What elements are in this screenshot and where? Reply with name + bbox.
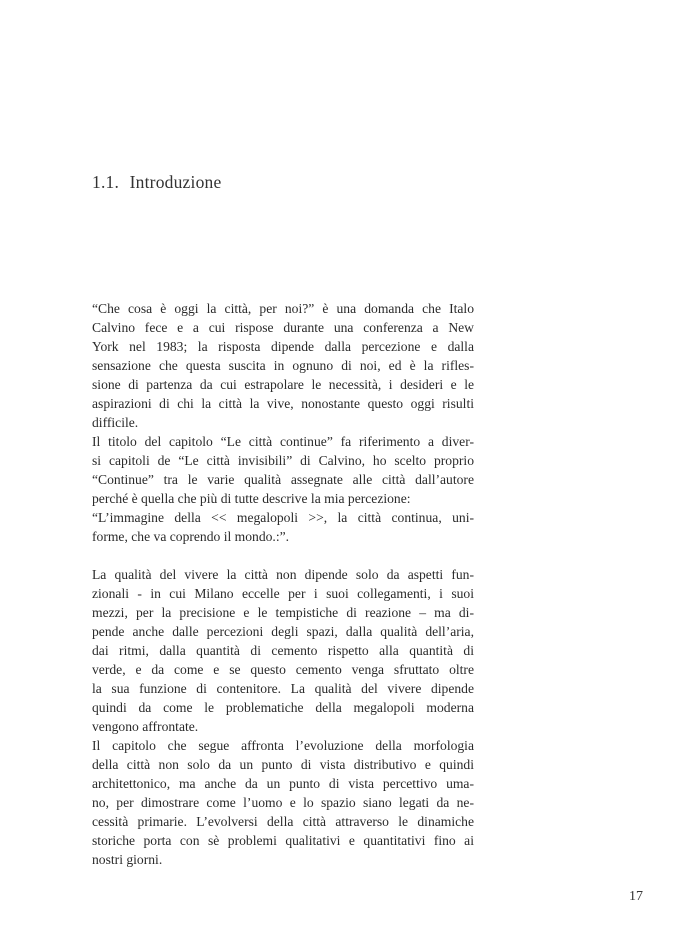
text-line: pende anche dalle percezioni degli spazi, dalla qualità dell’aria,	[92, 624, 474, 639]
text-line: quindi da come le problematiche della megalopoli moderna	[92, 700, 474, 715]
text-line: si capitoli de “Le città invisibili” di Calvino, ho scelto proprio	[92, 453, 474, 468]
text-line: zionali - in cui Milano eccelle per i suoi collegamenti, i suoi	[92, 586, 474, 601]
text-line: no, per dimostrare come l’uomo e lo spazio siano legati da ne-	[92, 795, 474, 810]
section-title: Introduzione	[129, 172, 222, 192]
text-line: “L’immagine della << megalopoli >>, la città continua, uni-	[92, 510, 474, 525]
paragraph-chapter-title	[92, 432, 474, 546]
paragraph-chapter-overview	[92, 736, 474, 869]
text-line: Calvino fece e a cui rispose durante una conferenza a New	[92, 320, 474, 335]
text-line: York nel 1983; la risposta dipende dalla percezione e dalla	[92, 339, 474, 354]
text-line: nostri giorni.	[92, 852, 163, 867]
text-line: storiche porta con sè problemi qualitativi e quantitativi fino ai	[92, 833, 474, 848]
text-line: verde, e da come e se questo cemento venga sfruttato oltre	[92, 662, 474, 677]
paragraph-quality-of-living	[92, 565, 474, 736]
text-line: la sua funzione di contenitore. La qualità del vivere dipende	[92, 681, 474, 696]
text-line: architettonico, ma anche da un punto di vista percettivo uma-	[92, 776, 474, 791]
text-line: mezzi, per la precisione e le tempistiche di reazione – ma di-	[92, 605, 474, 620]
text-line: della città non solo da un punto di vista distributivo e quindi	[92, 757, 474, 772]
text-line: dai ritmi, dalla quantità di cemento rispetto alla quantità di	[92, 643, 474, 658]
section-heading	[92, 172, 221, 193]
text-line: sensazione che questa suscita in ognuno di noi, ed è la rifles-	[92, 358, 474, 373]
section-number: 1.1.	[92, 172, 120, 192]
text-line: “Che cosa è oggi la città, per noi?” è una domanda che Italo	[92, 301, 474, 316]
text-line: “Continue” tra le varie qualità assegnate alle città dall’autore	[92, 472, 474, 487]
text-line: La qualità del vivere la città non dipende solo da aspetti fun-	[92, 567, 474, 582]
text-line: sione di partenza da cui estrapolare le necessità, i desideri e le	[92, 377, 474, 392]
text-line: vengono affrontate.	[92, 719, 199, 734]
text-line: perché è quella che più di tutte descrive la mia percezione:	[92, 491, 411, 506]
paragraph-calvino-question	[92, 299, 474, 432]
text-line: Il titolo del capitolo “Le città continue” fa riferimento a diver-	[92, 434, 474, 449]
text-line: Il capitolo che segue affronta l’evoluzione della morfologia	[92, 738, 474, 753]
page-number: 17	[629, 889, 643, 904]
text-line: cessità primarie. L’evolversi della città attraverso le dinamiche	[92, 814, 474, 829]
paragraph-spacer	[92, 546, 474, 565]
text-line: forme, che va coprendo il mondo.:”.	[92, 529, 290, 544]
text-line: aspirazioni di chi la città la vive, nonostante questo oggi risulti	[92, 396, 474, 411]
body-text	[92, 299, 474, 869]
text-line: difficile.	[92, 415, 139, 430]
